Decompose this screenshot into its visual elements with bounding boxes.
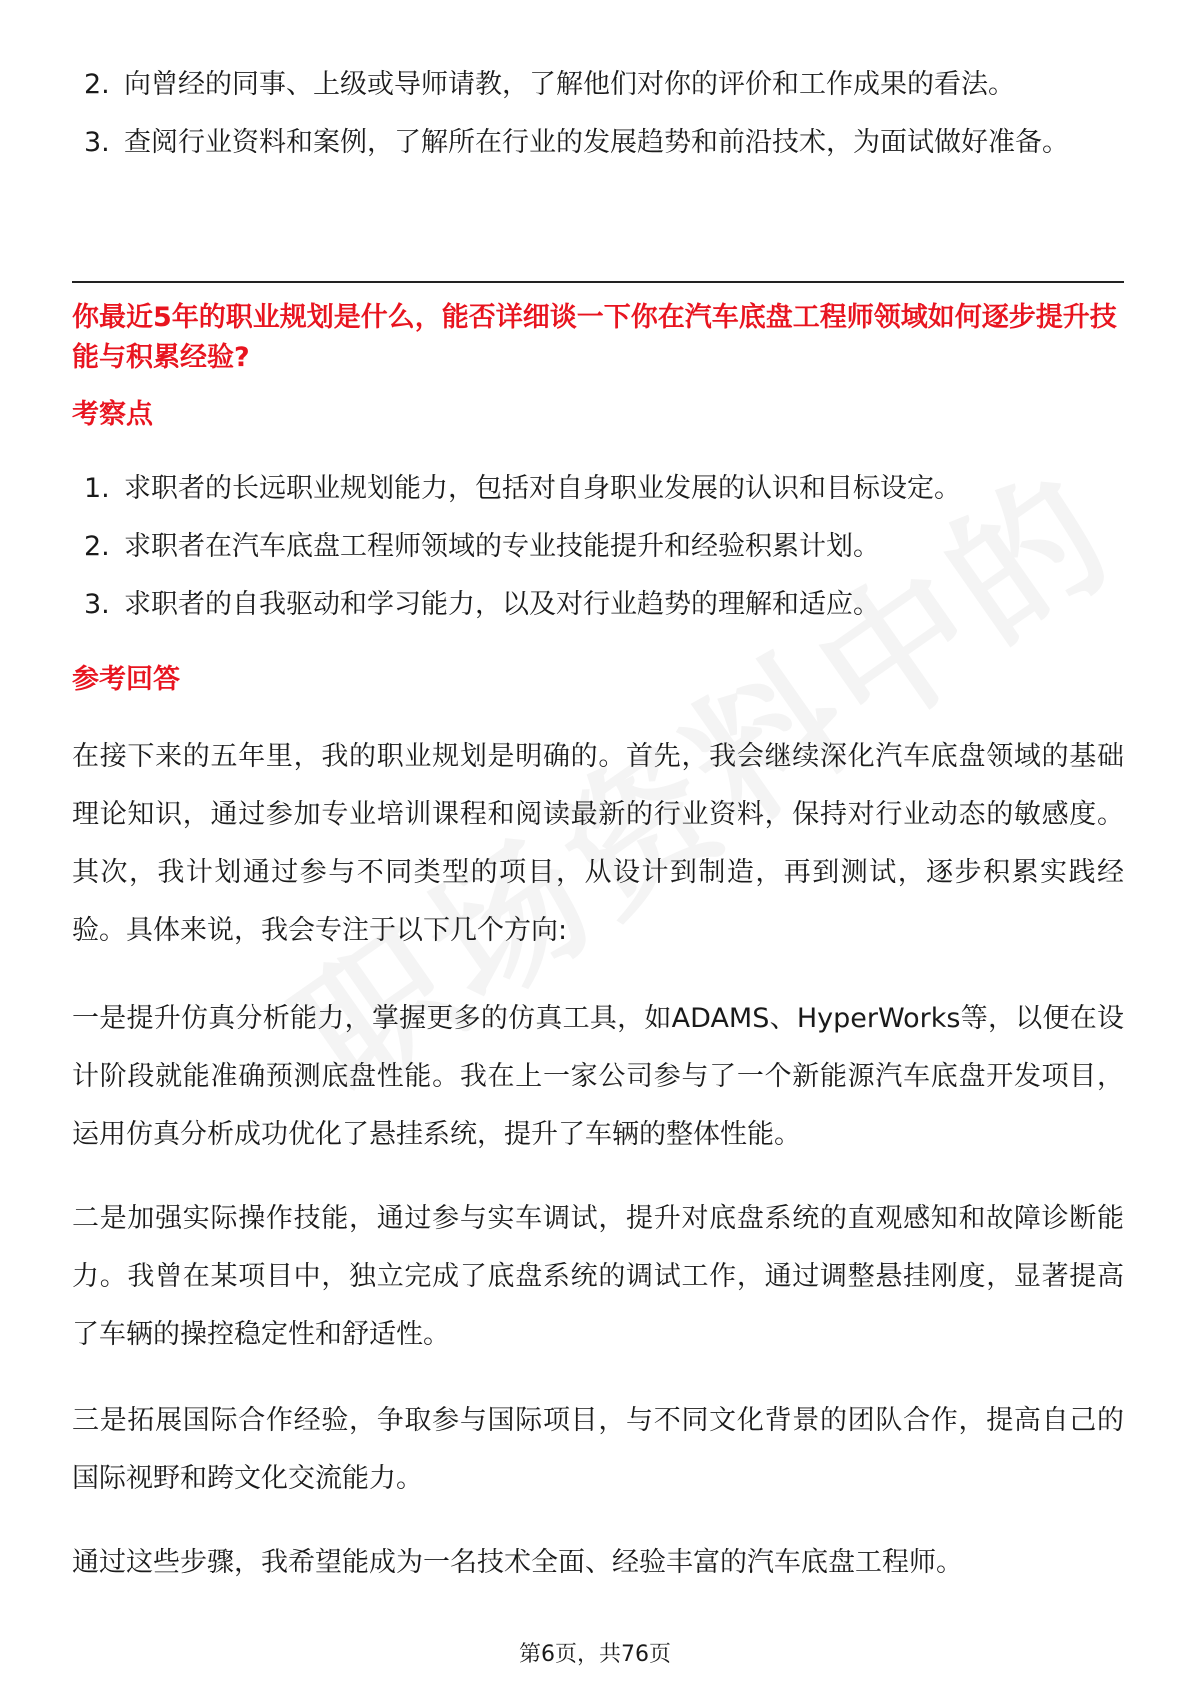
list-item	[72, 518, 1112, 576]
list-text: 求职者在汽车底盘工程师领域的专业技能提升和经验积累计划。	[124, 531, 880, 562]
interview-question: 你最近5年的职业规划是什么，能否详细谈一下你在汽车底盘工程师领域如何逐步提升技能与积累经验?	[72, 302, 1117, 373]
list-number: 1.	[84, 473, 110, 504]
list-item	[72, 114, 1112, 172]
list-number: 3.	[84, 127, 110, 158]
list-item	[72, 460, 1112, 518]
prep-list	[72, 56, 1112, 172]
list-number: 2.	[84, 531, 110, 562]
list-number: 3.	[84, 589, 110, 620]
answer-paragraph: 三是拓展国际合作经验，争取参与国际项目，与不同文化背景的团队合作，提高自己的国际视野和跨文化交流能力。	[72, 1405, 1124, 1494]
answer-paragraph: 通过这些步骤，我希望能成为一名技术全面、经验丰富的汽车底盘工程师。	[72, 1547, 963, 1578]
page-footer: 第6页，共76页	[519, 1642, 671, 1667]
list-item	[72, 576, 1112, 634]
list-number: 2.	[84, 69, 110, 100]
answer-paragraph: 二是加强实际操作技能，通过参与实车调试，提升对底盘系统的直观感知和故障诊断能力。我曾在某项目中，独立完成了底盘系统的调试工作，通过调整悬挂刚度，显著提高了车辆的操控稳定性和舒适性。	[72, 1203, 1124, 1350]
list-text: 查阅行业资料和案例，了解所在行业的发展趋势和前沿技术，为面试做好准备。	[124, 127, 1069, 158]
section-divider	[72, 281, 1124, 283]
list-item	[72, 56, 1112, 114]
points-heading: 考察点	[72, 399, 153, 430]
answer-paragraph: 在接下来的五年里，我的职业规划是明确的。首先，我会继续深化汽车底盘领域的基础理论知识，通过参加专业培训课程和阅读最新的行业资料，保持对行业动态的敏感度。其次，我计划通过参与不同类型的项目，从设计到制造，再到测试，逐步积累实践经验。具体来说，我会专注于以下几个方向:	[72, 741, 1124, 946]
answer-heading: 参考回答	[72, 664, 180, 695]
list-text: 向曾经的同事、上级或导师请教，了解他们对你的评价和工作成果的看法。	[124, 69, 1015, 100]
answer-paragraph: 一是提升仿真分析能力，掌握更多的仿真工具，如ADAMS、HyperWorks等，以便在设计阶段就能准确预测底盘性能。我在上一家公司参与了一个新能源汽车底盘开发项目，运用仿真分析成功优化了悬挂系统，提升了车辆的整体性能。	[72, 1003, 1124, 1150]
list-text: 求职者的自我驱动和学习能力，以及对行业趋势的理解和适应。	[124, 589, 880, 620]
points-list	[72, 460, 1112, 634]
list-text: 求职者的长远职业规划能力，包括对自身职业发展的认识和目标设定。	[124, 473, 961, 504]
